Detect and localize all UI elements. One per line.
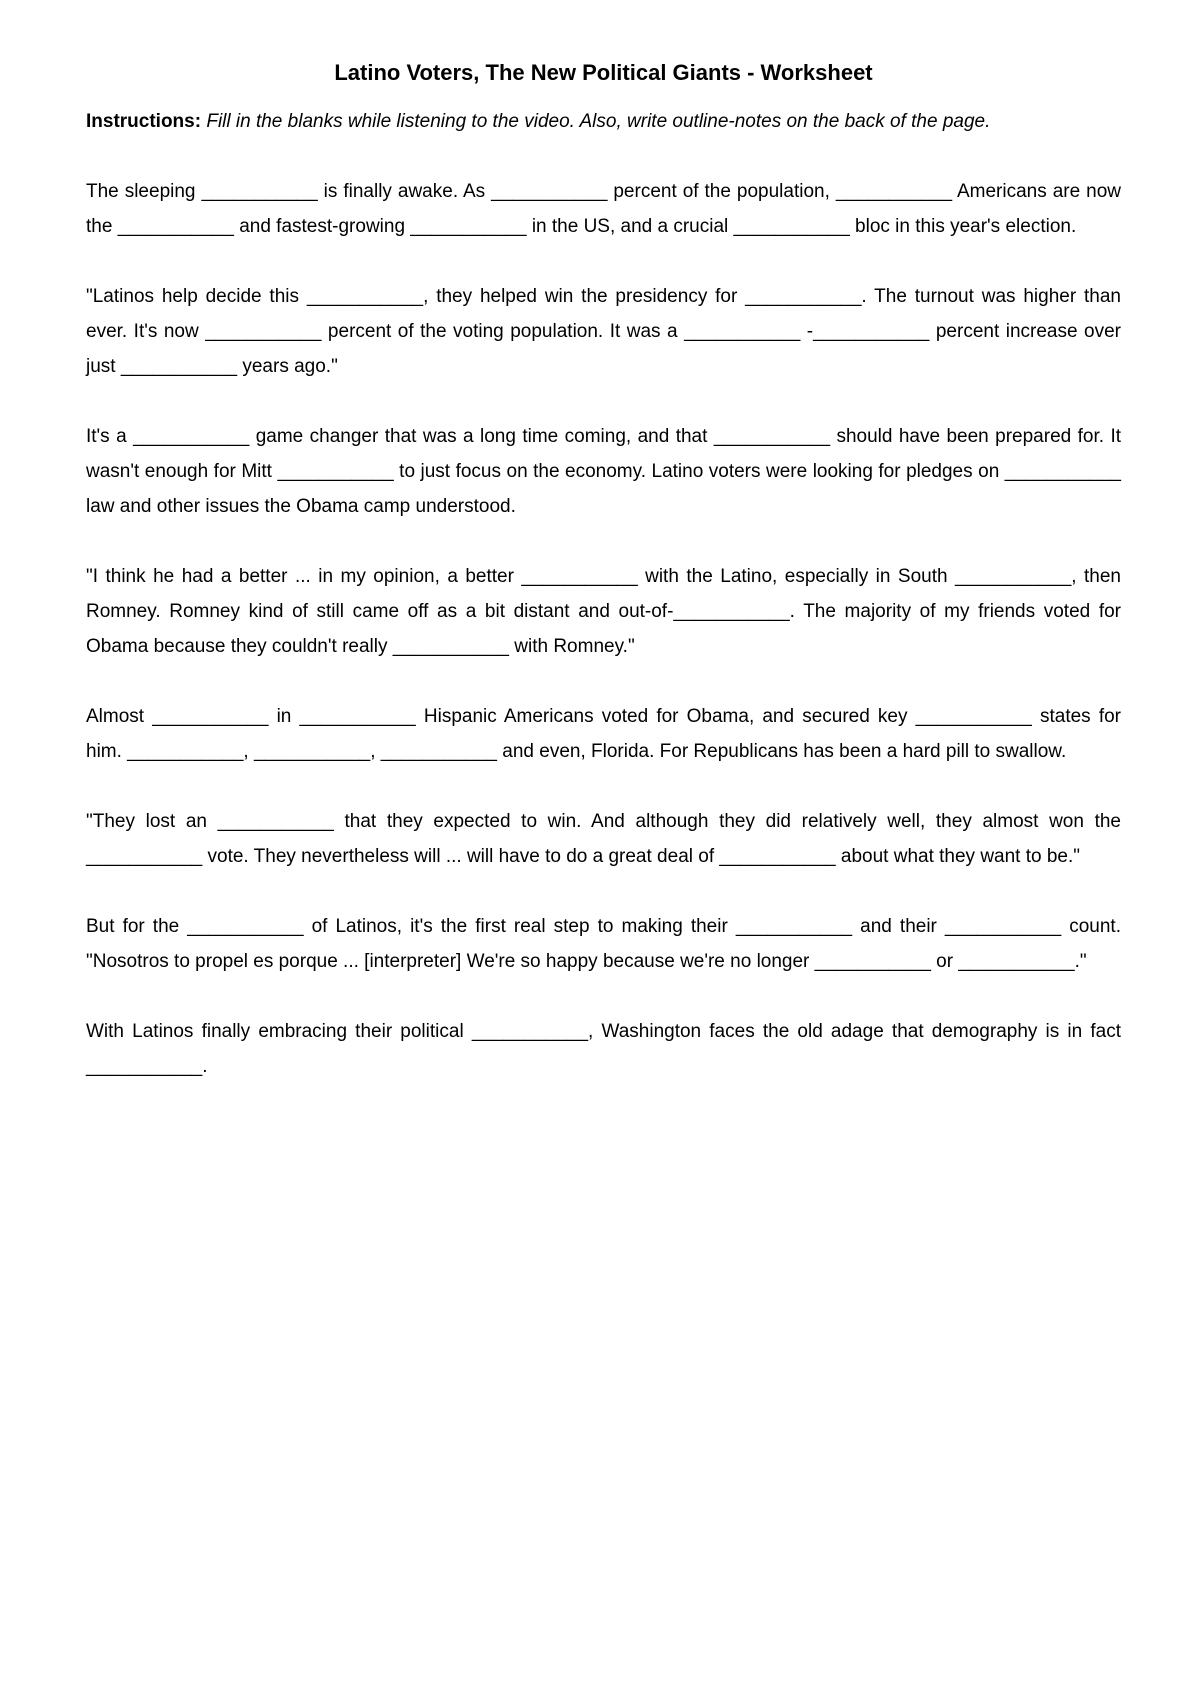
instructions-label: Instructions:	[86, 111, 202, 132]
paragraph-2: "Latinos help decide this ___________, they helped win the presidency for ___________. The turnout was higher than ever. It's now ___________ percent of the voting population. It was a ___________ -___________ percent increase over just ___________ years ago."	[86, 286, 1127, 377]
paragraph-3: It's a ___________ game changer that was a long time coming, and that ___________ should have been prepared for. It wasn't enough for Mitt ___________ to just focus on the economy. Latino voters were looking for pledges on ___________ law and other issues the Obama camp understood.	[86, 426, 1127, 517]
paragraph-5: Almost ___________ in ___________ Hispanic Americans voted for Obama, and secured key ___________ states for him. ___________, ___________, ___________ and even, Florida. For Republicans has been a hard pill to swallow.	[86, 706, 1127, 762]
paragraph-1: The sleeping ___________ is finally awake. As ___________ percent of the population, ___________ Americans are now the ___________ and fastest-growing ___________ in the US, and a crucial ___________ bloc in this year's election.	[86, 181, 1127, 237]
paragraph-4: "I think he had a better ... in my opinion, a better ___________ with the Latino, especially in South ___________, then Romney. Romney kind of still came off as a bit distant and out-of-___________. The majority of my friends voted for Obama because they couldn't really ___________ with Romney."	[86, 566, 1127, 657]
instructions-text: Fill in the blanks while listening to the video. Also, write outline-notes on the back of the page.	[206, 111, 991, 132]
worksheet-page	[86, 52, 1132, 1084]
paragraph-6: "They lost an ___________ that they expected to win. And although they did relatively well, they almost won the ___________ vote. They nevertheless will ... will have to do a great deal of ___________ about what they want to be."	[86, 811, 1127, 867]
instructions	[86, 104, 1121, 139]
page-title: Latino Voters, The New Political Giants - Worksheet	[334, 60, 873, 85]
paragraph-7: But for the ___________ of Latinos, it's the first real step to making their ___________ and their ___________ count. "Nosotros to propel es porque ... [interpreter] We're so happy because we're no longer ___________ or ___________."	[86, 916, 1132, 972]
paragraph-8: With Latinos finally embracing their political ___________, Washington faces the old adage that demography is in fact ___________.	[86, 1021, 1127, 1077]
